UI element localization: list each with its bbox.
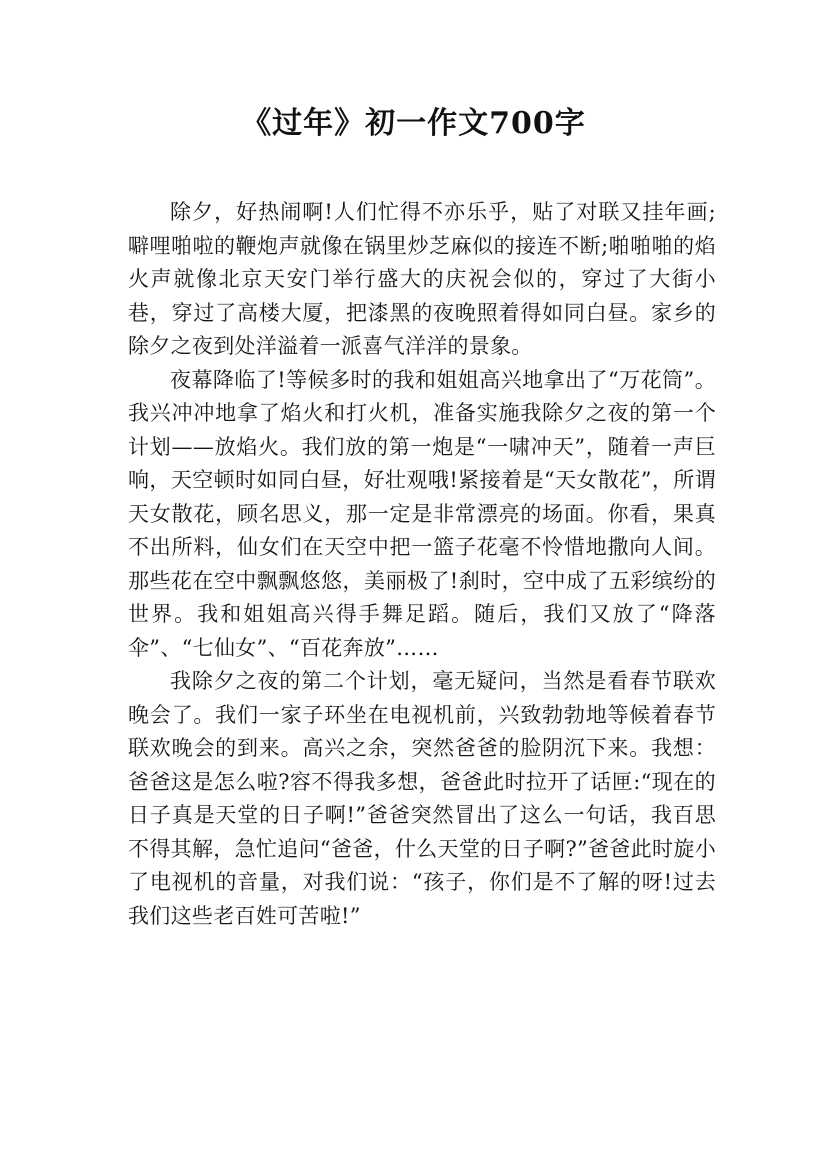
document-body bbox=[128, 196, 716, 933]
document-title: 《过年》初一作文700字 bbox=[241, 106, 586, 141]
paragraph-3: 我除夕之夜的第二个计划，毫无疑问，当然是看春节联欢晚会了。我们一家子环坐在电视机前，兴致勃勃地等候着春节联欢晚会的到来。高兴之余，突然爸爸的脸阴沉下来。我想：爸爸这是怎么啦?容不得我多想，爸爸此时拉开了话匣:“现在的日子真是天堂的日子啊!”爸爸突然冒出了这么一句话，我百思不得其解，急忙追问“爸爸，什么天堂的日子啊?”爸爸此时旋小了电视机的音量，对我们说：“孩子，你们是不了解的呀!过去我们这些老百姓可苦啦!” bbox=[128, 669, 716, 928]
paragraph-1: 除夕，好热闹啊!人们忙得不亦乐乎，贴了对联又挂年画;噼哩啪啦的鞭炮声就像在锅里炒芝麻似的接连不断;啪啪啪的焰火声就像北京天安门举行盛大的庆祝会似的，穿过了大街小巷，穿过了高楼大厦，把漆黑的夜晚照着得如同白昼。家乡的除夕之夜到处洋溢着一派喜气洋洋的景象。 bbox=[128, 200, 716, 358]
paragraph-2: 夜幕降临了!等候多时的我和姐姐高兴地拿出了“万花筒”。我兴冲冲地拿了焰火和打火机，准备实施我除夕之夜的第一个计划——放焰火。我们放的第一炮是“一啸冲天”，随着一声巨响，天空顿时如同白昼，好壮观哦!紧接着是“天女散花”，所谓天女散花，顾名思义，那一定是非常漂亮的场面。你看，果真不出所料，仙女们在天空中把一篮子花毫不怜惜地撒向人间。那些花在空中飘飘悠悠，美丽极了!刹时，空中成了五彩缤纷的世界。我和姐姐高兴得手舞足蹈。随后，我们又放了“降落伞”、“七仙女”、“百花奔放”…… bbox=[128, 367, 716, 660]
